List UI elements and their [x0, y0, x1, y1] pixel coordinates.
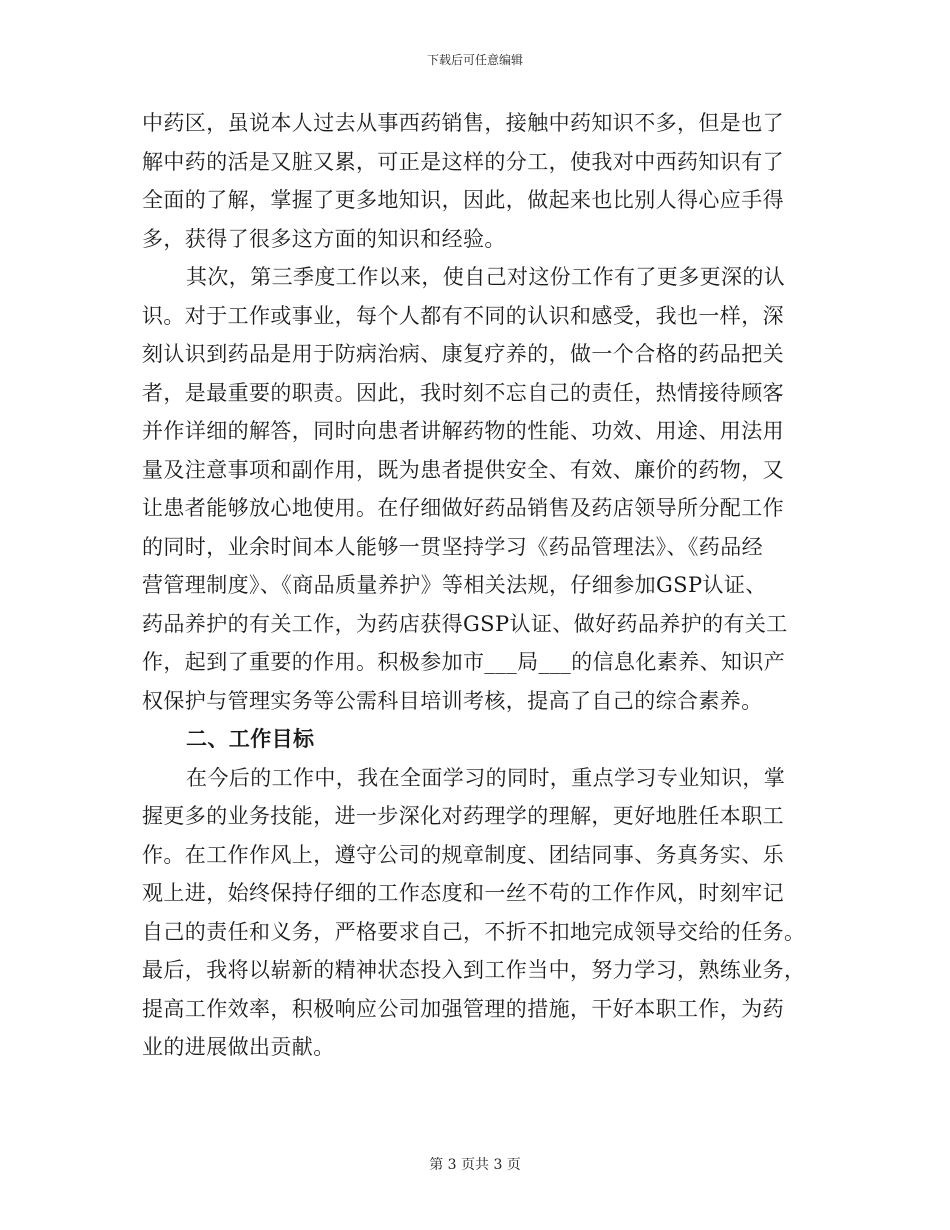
text-line: 中药区，虽说本人过去从事西药销售，接触中药知识不多，但是也了 — [142, 111, 784, 135]
text-line: 业的进展做出贡献。 — [142, 1035, 335, 1059]
text-line: 让患者能够放心地使用。在仔细做好药品销售及药店领导所分配工作 — [142, 496, 784, 520]
text-line: 权保护与管理实务等公需科目培训考核，提高了自己的综合素养。 — [142, 688, 763, 713]
page-header: 下载后可任意编辑 — [426, 53, 523, 67]
text-line: 识。对于工作或事业，每个人都有不同的认识和感受，我也一样，深 — [142, 303, 784, 328]
text-line: 并作详细的解答，同时向患者讲解药物的性能、功效、用途、用法用 — [142, 419, 784, 443]
text-line: 营管理制度》、《商品质量养护》等相关法规，仔细参加GSP认证、 — [142, 573, 767, 597]
page-footer: 第 3 页共 3 页 — [429, 1157, 521, 1173]
paragraph-start-line: 在今后的工作中，我在全面学习的同时，重点学习专业知识，掌 — [186, 765, 786, 790]
text-line: 自己的责任和义务，严格要求自己，不折不扣地完成领导交给的任务。 — [142, 919, 806, 944]
text-line: 的同时，业余时间本人能够一贯坚持学习《药品管理法》、《药品经 — [142, 534, 763, 559]
text-line: 握更多的业务技能，进一步深化对药理学的理解，更好地胜任本职工 — [142, 804, 784, 828]
section-heading: 二、工作目标 — [186, 727, 315, 751]
text-line: 解中药的活是又脏又累，可正是这样的分工，使我对中西药知识有了 — [142, 149, 784, 174]
document-body — [142, 104, 808, 1067]
text-line: 最后，我将以崭新的精神状态投入到工作当中，努力学习，熟练业务， — [142, 958, 806, 982]
text-line: 作，起到了重要的作用。积极参加市___局___的信息化素养、知识产 — [142, 650, 786, 674]
text-line: 刻认识到药品是用于防病治病、康复疗养的，做一个合格的药品把关 — [142, 342, 784, 366]
text-line: 作。在工作作风上，遵守公司的规章制度、团结同事、务真务实、乐 — [142, 842, 784, 867]
text-line: 者，是最重要的职责。因此，我时刻不忘自己的责任，热情接待顾客 — [142, 380, 784, 405]
text-line: 量及注意事项和副作用，既为患者提供安全、有效、廉价的药物，又 — [142, 457, 784, 482]
text-line: 观上进，始终保持仔细的工作态度和一丝不苟的工作作风，时刻牢记 — [142, 881, 784, 905]
text-line: 多，获得了很多这方面的知识和经验。 — [142, 226, 506, 251]
text-line: 药品养护的有关工作，为药店获得GSP认证、做好药品养护的有关工 — [142, 611, 788, 636]
text-line: 提高工作效率，积极响应公司加强管理的措施，干好本职工作，为药 — [142, 996, 784, 1021]
paragraph-start-line: 其次，第三季度工作以来，使自己对这份工作有了更多更深的认 — [186, 265, 786, 289]
text-line: 全面的了解，掌握了更多地知识，因此，做起来也比别人得心应手得 — [142, 188, 784, 212]
